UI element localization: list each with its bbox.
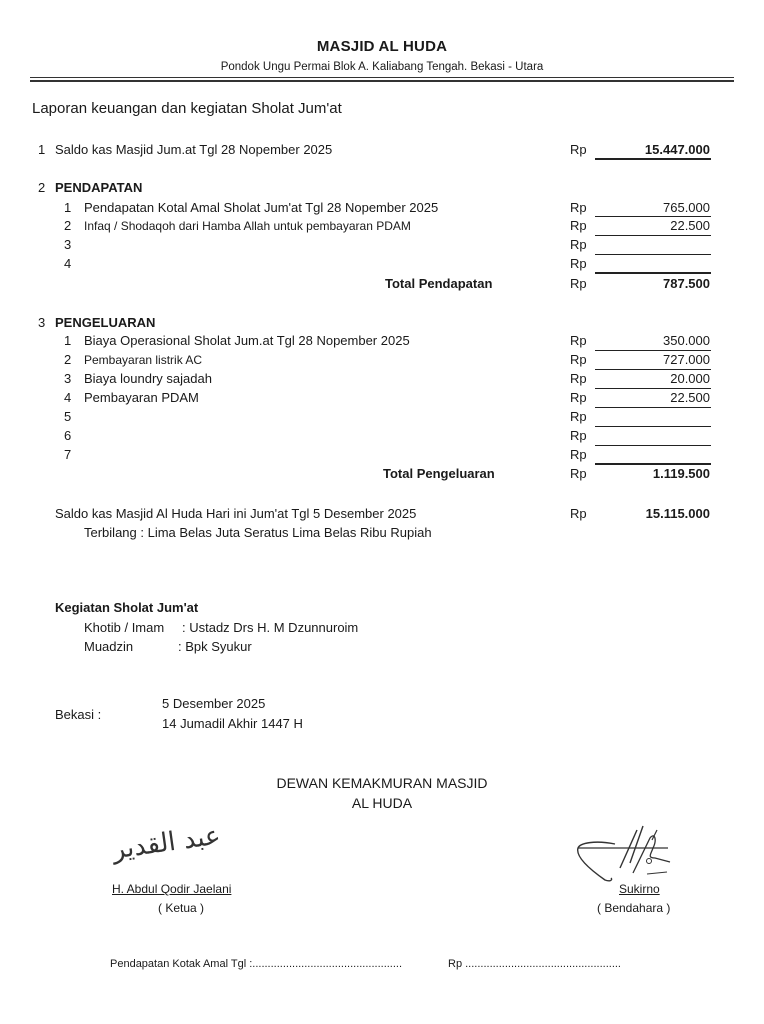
expense-item-label: Pembayaran listrik AC bbox=[84, 353, 203, 367]
chair-role: ( Ketua ) bbox=[158, 901, 205, 915]
treasurer-name: Sukirno bbox=[619, 882, 660, 896]
currency-label: Rp bbox=[570, 333, 587, 348]
expense-item-no: 3 bbox=[64, 371, 72, 386]
currency-label: Rp bbox=[570, 390, 587, 405]
place-label: Bekasi : bbox=[55, 707, 102, 722]
expense-item-no: 5 bbox=[64, 409, 72, 424]
currency-label: Rp bbox=[570, 506, 587, 521]
expense-item-label: Biaya Operasional Sholat Jum.at Tgl 28 Nopember 2025 bbox=[84, 333, 410, 348]
amount-underline bbox=[595, 369, 711, 370]
amount-underline bbox=[595, 388, 711, 389]
chair-signature: عبد القدير bbox=[110, 820, 223, 866]
activity-heading: Kegiatan Sholat Jum'at bbox=[55, 600, 199, 615]
currency-label: Rp bbox=[570, 371, 587, 386]
currency-label: Rp bbox=[570, 409, 587, 424]
footer-collection-amount: Rp ................................................... bbox=[448, 958, 621, 970]
hijri-date: 14 Jumadil Akhir 1447 H bbox=[162, 716, 303, 731]
expense-item-label: Pembayaran PDAM bbox=[84, 390, 199, 405]
amount-underline bbox=[595, 426, 711, 427]
section-number-2: 2 bbox=[38, 180, 46, 195]
currency-label: Rp bbox=[570, 352, 587, 367]
opening-balance-label: Saldo kas Masjid Jum.at Tgl 28 Nopember 2025 bbox=[55, 142, 333, 157]
gregorian-date: 5 Desember 2025 bbox=[162, 696, 266, 711]
amount-underline bbox=[595, 350, 711, 351]
muadzin-label: Muadzin bbox=[84, 639, 134, 654]
expense-item-no: 1 bbox=[64, 333, 72, 348]
footer-collection-date: Pendapatan Kotak Amal Tgl :................................................. bbox=[110, 958, 403, 970]
amount-underline bbox=[595, 407, 711, 408]
expense-item-no: 7 bbox=[64, 447, 72, 462]
treasurer-role: ( Bendahara ) bbox=[597, 901, 671, 915]
total-income-label: Total Pendapatan bbox=[385, 276, 493, 291]
amount-underline bbox=[595, 445, 711, 446]
income-item-no: 4 bbox=[64, 256, 72, 271]
currency-label: Rp bbox=[570, 276, 587, 291]
income-item-label: Infaq / Shodaqoh dari Hamba Allah untuk pembayaran PDAM bbox=[84, 219, 411, 233]
currency-label: Rp bbox=[570, 200, 587, 215]
council-line-2: AL HUDA bbox=[351, 795, 413, 811]
mosque-name: MASJID AL HUDA bbox=[316, 38, 448, 55]
income-item-amount: 22.500 bbox=[670, 218, 710, 233]
currency-label: Rp bbox=[570, 428, 587, 443]
section-number-1: 1 bbox=[38, 142, 46, 157]
expense-item-amount: 350.000 bbox=[663, 333, 710, 348]
currency-label: Rp bbox=[570, 256, 587, 271]
amount-underline bbox=[595, 158, 711, 160]
amount-underline bbox=[595, 463, 711, 465]
report-title: Laporan keuangan dan kegiatan Sholat Jum'at bbox=[32, 100, 342, 117]
currency-label: Rp bbox=[570, 466, 587, 481]
income-heading: PENDAPATAN bbox=[55, 180, 143, 195]
opening-balance-amount: 15.447.000 bbox=[644, 142, 710, 157]
amount-underline bbox=[595, 216, 711, 217]
expenses-heading: PENGELUARAN bbox=[55, 315, 156, 330]
currency-label: Rp bbox=[570, 447, 587, 462]
amount-underline bbox=[595, 272, 711, 274]
total-expenses-label: Total Pengeluaran bbox=[383, 466, 495, 481]
chair-name: H. Abdul Qodir Jaelani bbox=[112, 882, 232, 896]
muadzin-value: : Bpk Syukur bbox=[178, 639, 252, 654]
khotib-label: Khotib / Imam bbox=[84, 620, 165, 635]
currency-label: Rp bbox=[570, 142, 587, 157]
income-item-no: 2 bbox=[64, 218, 72, 233]
section-number-3: 3 bbox=[38, 315, 46, 330]
khotib-value: : Ustadz Drs H. M Dzunnuroim bbox=[182, 620, 359, 635]
currency-label: Rp bbox=[570, 218, 587, 233]
closing-balance-in-words: Terbilang : Lima Belas Juta Seratus Lima Belas Ribu Rupiah bbox=[84, 525, 432, 540]
currency-label: Rp bbox=[570, 237, 587, 252]
income-item-no: 3 bbox=[64, 237, 72, 252]
council-line-1: DEWAN KEMAKMURAN MASJID bbox=[276, 775, 488, 791]
closing-balance-label: Saldo kas Masjid Al Huda Hari ini Jum'at Tgl 5 Desember 2025 bbox=[55, 506, 417, 521]
total-income-amount: 787.500 bbox=[663, 276, 710, 291]
expense-item-no: 2 bbox=[64, 352, 72, 367]
income-item-amount: 765.000 bbox=[663, 200, 710, 215]
expense-item-no: 4 bbox=[64, 390, 72, 405]
income-item-label: Pendapatan Kotal Amal Sholat Jum'at Tgl 28 Nopember 2025 bbox=[84, 200, 439, 215]
mosque-address: Pondok Ungu Permai Blok A. Kaliabang Tengah. Bekasi - Utara bbox=[220, 61, 544, 73]
expense-item-amount: 20.000 bbox=[670, 371, 710, 386]
income-item-no: 1 bbox=[64, 200, 72, 215]
expense-item-label: Biaya loundry sajadah bbox=[84, 371, 212, 386]
expense-item-amount: 727.000 bbox=[663, 352, 710, 367]
expense-item-no: 6 bbox=[64, 428, 72, 443]
header-double-rule bbox=[30, 77, 734, 82]
amount-underline bbox=[595, 235, 711, 236]
closing-balance-amount: 15.115.000 bbox=[645, 506, 710, 521]
total-expenses-amount: 1.119.500 bbox=[652, 466, 710, 481]
expense-item-amount: 22.500 bbox=[670, 390, 710, 405]
amount-underline bbox=[595, 254, 711, 255]
